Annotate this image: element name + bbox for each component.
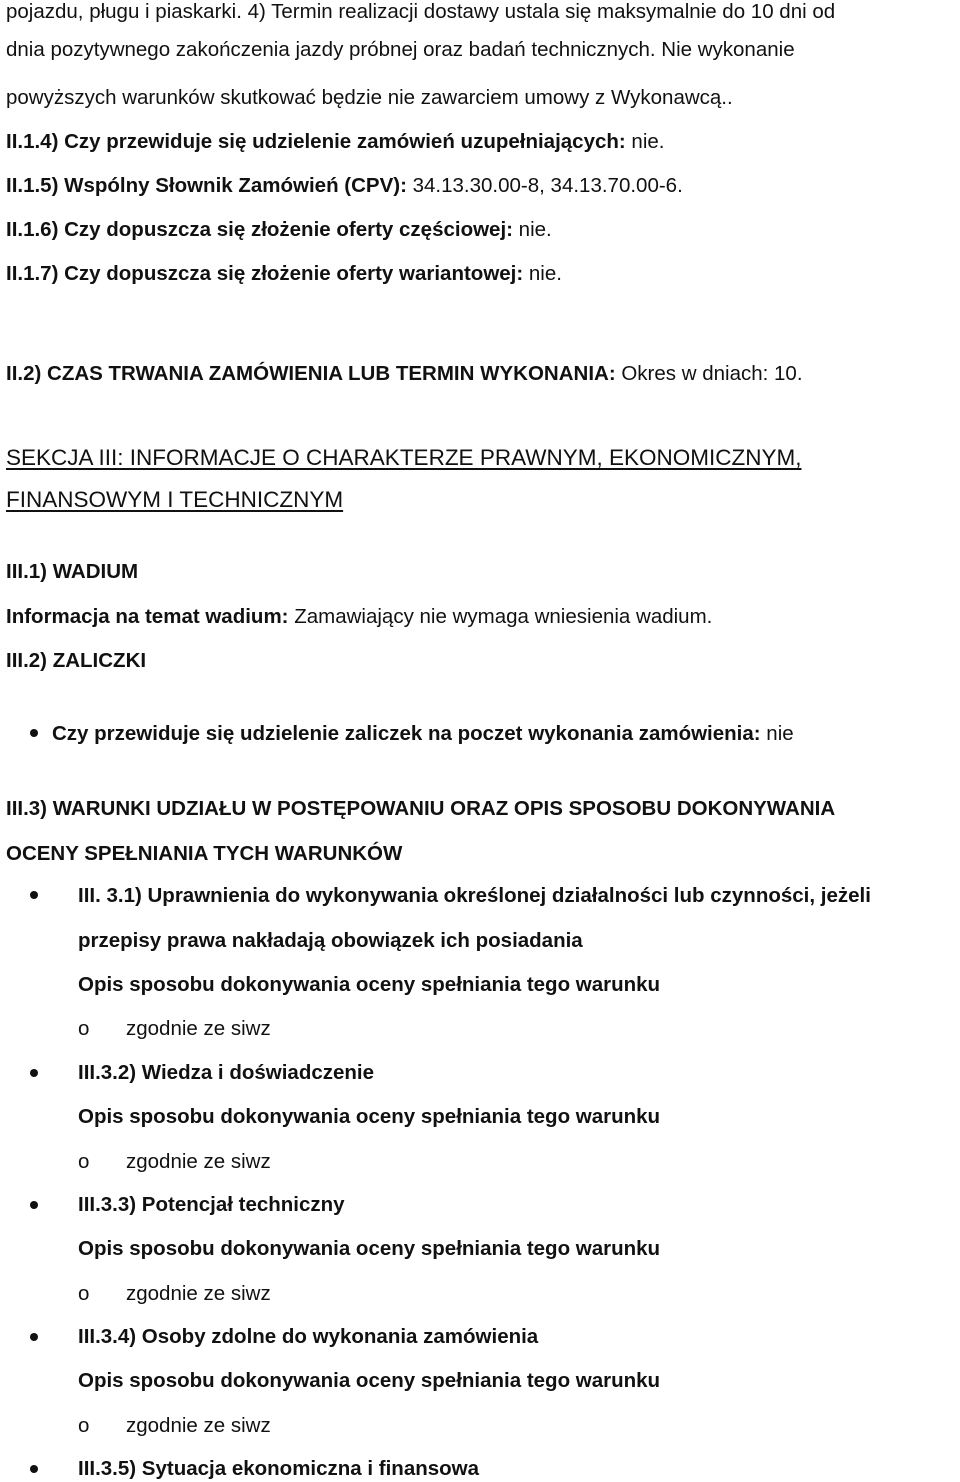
section-heading: FINANSOWYM I TECHNICZNYM <box>6 487 344 512</box>
circle-bullet-icon: o <box>78 1282 90 1305</box>
section-heading: SEKCJA III: INFORMACJE O CHARAKTERZE PRAWNYM, EKONOMICZNYM, <box>6 445 802 470</box>
field-label: Czy przewiduje się udzielenie zaliczek na poczet wykonania zamówienia: <box>52 722 761 745</box>
subsection-title: III.1) WADIUM <box>6 560 139 583</box>
list-item-title: III.3.5) Sytuacja ekonomiczna i finansowa <box>78 1457 480 1480</box>
field-row-ii-1-7 <box>6 262 562 286</box>
field-row-ii-1-4 <box>6 130 664 154</box>
subsection-title: OCENY SPEŁNIANIA TYCH WARUNKÓW <box>6 842 403 865</box>
field-label: II.1.4) Czy przewiduje się udzielenie zamówień uzupełniających: <box>6 130 626 153</box>
field-value: Zamawiający nie wymaga wniesienia wadium. <box>288 605 713 628</box>
bullet-icon <box>30 1201 38 1209</box>
field-row-ii-2 <box>6 362 803 386</box>
list-item-title: III.3.4) Osoby zdolne do wykonania zamówienia <box>78 1325 539 1348</box>
bullet-icon <box>30 729 38 737</box>
field-row-ii-1-6 <box>6 218 552 242</box>
circle-bullet-icon: o <box>78 1017 90 1040</box>
list-item-label: Opis sposobu dokonywania oceny spełniania tego warunku <box>78 1369 661 1392</box>
field-label: II.1.7) Czy dopuszcza się złożenie oferty wariantowej: <box>6 262 524 285</box>
field-row-ii-1-5 <box>6 174 683 198</box>
circle-bullet-icon: o <box>78 1150 90 1173</box>
field-value: nie. <box>625 130 665 153</box>
list-item-value: zgodnie ze siwz <box>126 1017 271 1040</box>
list-item-title: przepisy prawa nakładają obowiązek ich posiadania <box>78 929 583 952</box>
list-item-title: III.3.3) Potencjał techniczny <box>78 1193 345 1216</box>
list-item-label: Opis sposobu dokonywania oceny spełniania tego warunku <box>78 1237 661 1260</box>
field-value: nie. <box>512 218 552 241</box>
list-item-label: Opis sposobu dokonywania oceny spełniania tego warunku <box>78 973 661 996</box>
bullet-icon <box>30 1069 38 1077</box>
list-item-label: Opis sposobu dokonywania oceny spełniania tego warunku <box>78 1105 661 1128</box>
field-value: Okres w dniach: 10. <box>615 362 803 385</box>
paragraph-line: dnia pozytywnego zakończenia jazdy próbnej oraz badań technicznych. Nie wykonanie <box>6 38 795 61</box>
list-item-value: zgodnie ze siwz <box>126 1282 271 1305</box>
subsection-title: III.2) ZALICZKI <box>6 649 147 672</box>
paragraph-line: pojazdu, pługu i piaskarki. 4) Termin realizacji dostawy ustala się maksymalnie do 10 dni od <box>6 0 836 23</box>
field-value: nie. <box>523 262 562 285</box>
field-label: Informacja na temat wadium: <box>6 605 289 628</box>
list-item-title: III.3.2) Wiedza i doświadczenie <box>78 1061 375 1084</box>
list-item-value: zgodnie ze siwz <box>126 1150 271 1173</box>
field-value: 34.13.30.00-8, 34.13.70.00-6. <box>406 174 683 197</box>
list-item-title: III. 3.1) Uprawnienia do wykonywania określonej działalności lub czynności, jeżeli <box>78 884 871 907</box>
bullet-icon <box>30 1333 38 1341</box>
circle-bullet-icon: o <box>78 1414 90 1437</box>
paragraph-line: powyższych warunków skutkować będzie nie zawarciem umowy z Wykonawcą.. <box>6 86 733 109</box>
field-value: nie <box>760 722 794 745</box>
field-row-wadium <box>6 605 712 629</box>
field-label: II.1.5) Wspólny Słownik Zamówień (CPV): <box>6 174 407 197</box>
bullet-icon <box>30 1465 38 1473</box>
subsection-title: III.3) WARUNKI UDZIAŁU W POSTĘPOWANIU ORAZ OPIS SPOSOBU DOKONYWANIA <box>6 797 836 820</box>
field-label: II.1.6) Czy dopuszcza się złożenie oferty częściowej: <box>6 218 513 241</box>
bullet-icon <box>30 891 38 899</box>
list-item-value: zgodnie ze siwz <box>126 1414 271 1437</box>
field-row-zaliczki <box>52 722 794 746</box>
field-label: II.2) CZAS TRWANIA ZAMÓWIENIA LUB TERMIN WYKONANIA: <box>6 362 616 385</box>
